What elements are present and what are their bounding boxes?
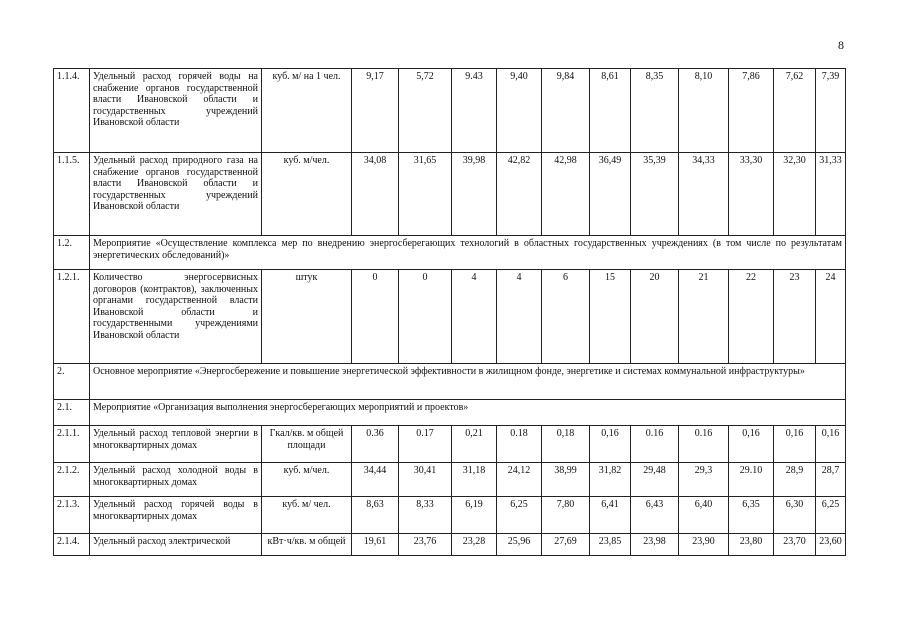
table-body (54, 69, 846, 556)
unit-cell: Гкал/кв. м общей площади (262, 426, 352, 463)
value-cell: 23,98 (631, 534, 679, 556)
table-row (54, 69, 846, 153)
value-cell: 19,61 (352, 534, 399, 556)
value-cell: 0.18 (497, 426, 542, 463)
value-cell: 9,40 (497, 69, 542, 153)
value-cell: 0.16 (679, 426, 729, 463)
value-cell: 6,40 (679, 497, 729, 534)
indicator-description: Удельный расход тепловой энергии в многоквартирных домах (90, 426, 262, 463)
table-row (54, 534, 846, 556)
value-cell: 21 (679, 270, 729, 364)
value-cell: 23,60 (816, 534, 846, 556)
value-cell: 6,43 (631, 497, 679, 534)
value-cell: 15 (590, 270, 631, 364)
value-cell: 0,18 (542, 426, 590, 463)
value-cell: 7,86 (729, 69, 774, 153)
row-code: 1.1.5. (54, 153, 90, 236)
value-cell: 0,16 (816, 426, 846, 463)
value-cell: 0.16 (631, 426, 679, 463)
value-cell: 0,21 (452, 426, 497, 463)
value-cell: 6,19 (452, 497, 497, 534)
indicator-description: Удельный расход холодной воды в многоквартирных домах (90, 463, 262, 497)
value-cell: 9.43 (452, 69, 497, 153)
value-cell: 35,39 (631, 153, 679, 236)
table-row (54, 463, 846, 497)
table-row (54, 364, 846, 400)
value-cell: 0,16 (729, 426, 774, 463)
table-row (54, 153, 846, 236)
value-cell: 6,25 (816, 497, 846, 534)
value-cell: 31,33 (816, 153, 846, 236)
measure-title: Основное мероприятие «Энергосбережение и повышение энергетической эффективности в жилищном фонде, энергетике и системах коммунальной инфраструктуры» (90, 364, 846, 400)
value-cell: 23,85 (590, 534, 631, 556)
value-cell: 30,41 (399, 463, 452, 497)
value-cell: 23,90 (679, 534, 729, 556)
value-cell: 6,41 (590, 497, 631, 534)
measure-title: Мероприятие «Осуществление комплекса мер по внедрению энергосберегающих технологий в областных государственных учреждениях (в том числе по результатам энергетических обследований)» (90, 236, 846, 270)
value-cell: 34,33 (679, 153, 729, 236)
value-cell: 23,80 (729, 534, 774, 556)
value-cell: 28,7 (816, 463, 846, 497)
unit-cell: куб. м/ на 1 чел. (262, 69, 352, 153)
value-cell: 32,30 (774, 153, 816, 236)
row-code: 2.1.3. (54, 497, 90, 534)
unit-cell: куб. м/ чел. (262, 497, 352, 534)
value-cell: 8,33 (399, 497, 452, 534)
value-cell: 7,62 (774, 69, 816, 153)
value-cell: 5,72 (399, 69, 452, 153)
table-row (54, 270, 846, 364)
value-cell: 4 (452, 270, 497, 364)
value-cell: 6,30 (774, 497, 816, 534)
value-cell: 24,12 (497, 463, 542, 497)
unit-cell: куб. м/чел. (262, 153, 352, 236)
measure-title: Мероприятие «Организация выполнения энергосберегающих мероприятий и проектов» (90, 400, 846, 426)
value-cell: 20 (631, 270, 679, 364)
value-cell: 0 (352, 270, 399, 364)
indicator-description: Удельный расход электрической (90, 534, 262, 556)
unit-cell: кВт·ч/кв. м общей (262, 534, 352, 556)
value-cell: 33,30 (729, 153, 774, 236)
page-number: 8 (838, 38, 844, 52)
value-cell: 8,61 (590, 69, 631, 153)
row-code: 1.2. (54, 236, 90, 270)
value-cell: 0,16 (774, 426, 816, 463)
value-cell: 7,80 (542, 497, 590, 534)
value-cell: 29.10 (729, 463, 774, 497)
value-cell: 6,25 (497, 497, 542, 534)
value-cell: 42,82 (497, 153, 542, 236)
value-cell: 0.17 (399, 426, 452, 463)
value-cell: 34,44 (352, 463, 399, 497)
indicator-description: Удельный расход природного газа на снабжение органов государственной власти Ивановской области и государственных учреждений Ивановской области (90, 153, 262, 236)
row-code: 2.1.4. (54, 534, 90, 556)
value-cell: 9,17 (352, 69, 399, 153)
value-cell: 28,9 (774, 463, 816, 497)
value-cell: 29,3 (679, 463, 729, 497)
unit-cell: штук (262, 270, 352, 364)
value-cell: 23 (774, 270, 816, 364)
row-code: 2.1.1. (54, 426, 90, 463)
table-row (54, 236, 846, 270)
indicator-description: Удельный расход горячей воды в многоквартирных домах (90, 497, 262, 534)
unit-cell: куб. м/чел. (262, 463, 352, 497)
value-cell: 6,35 (729, 497, 774, 534)
indicator-description: Количество энергосервисных договоров (контрактов), заключенных органами государственной власти Ивановской области и государственными учреждениями Ивановской области (90, 270, 262, 364)
value-cell: 9,84 (542, 69, 590, 153)
value-cell: 36,49 (590, 153, 631, 236)
value-cell: 23,28 (452, 534, 497, 556)
value-cell: 8,10 (679, 69, 729, 153)
value-cell: 29,48 (631, 463, 679, 497)
value-cell: 0 (399, 270, 452, 364)
value-cell: 0,16 (590, 426, 631, 463)
value-cell: 8,35 (631, 69, 679, 153)
row-code: 2.1. (54, 400, 90, 426)
value-cell: 34,08 (352, 153, 399, 236)
value-cell: 7,39 (816, 69, 846, 153)
value-cell: 31,18 (452, 463, 497, 497)
value-cell: 24 (816, 270, 846, 364)
value-cell: 25,96 (497, 534, 542, 556)
table-row (54, 497, 846, 534)
row-code: 2.1.2. (54, 463, 90, 497)
value-cell: 31,65 (399, 153, 452, 236)
row-code: 2. (54, 364, 90, 400)
table-row (54, 400, 846, 426)
row-code: 1.1.4. (54, 69, 90, 153)
value-cell: 0.36 (352, 426, 399, 463)
value-cell: 31,82 (590, 463, 631, 497)
value-cell: 42,98 (542, 153, 590, 236)
value-cell: 8,63 (352, 497, 399, 534)
value-cell: 38,99 (542, 463, 590, 497)
indicator-description: Удельный расход горячей воды на снабжение органов государственной власти Ивановской области и государственных учреждений Ивановской области (90, 69, 262, 153)
value-cell: 6 (542, 270, 590, 364)
value-cell: 22 (729, 270, 774, 364)
value-cell: 4 (497, 270, 542, 364)
row-code: 1.2.1. (54, 270, 90, 364)
value-cell: 27,69 (542, 534, 590, 556)
table-row (54, 426, 846, 463)
value-cell: 23,76 (399, 534, 452, 556)
indicators-table (53, 68, 846, 556)
value-cell: 23,70 (774, 534, 816, 556)
value-cell: 39,98 (452, 153, 497, 236)
